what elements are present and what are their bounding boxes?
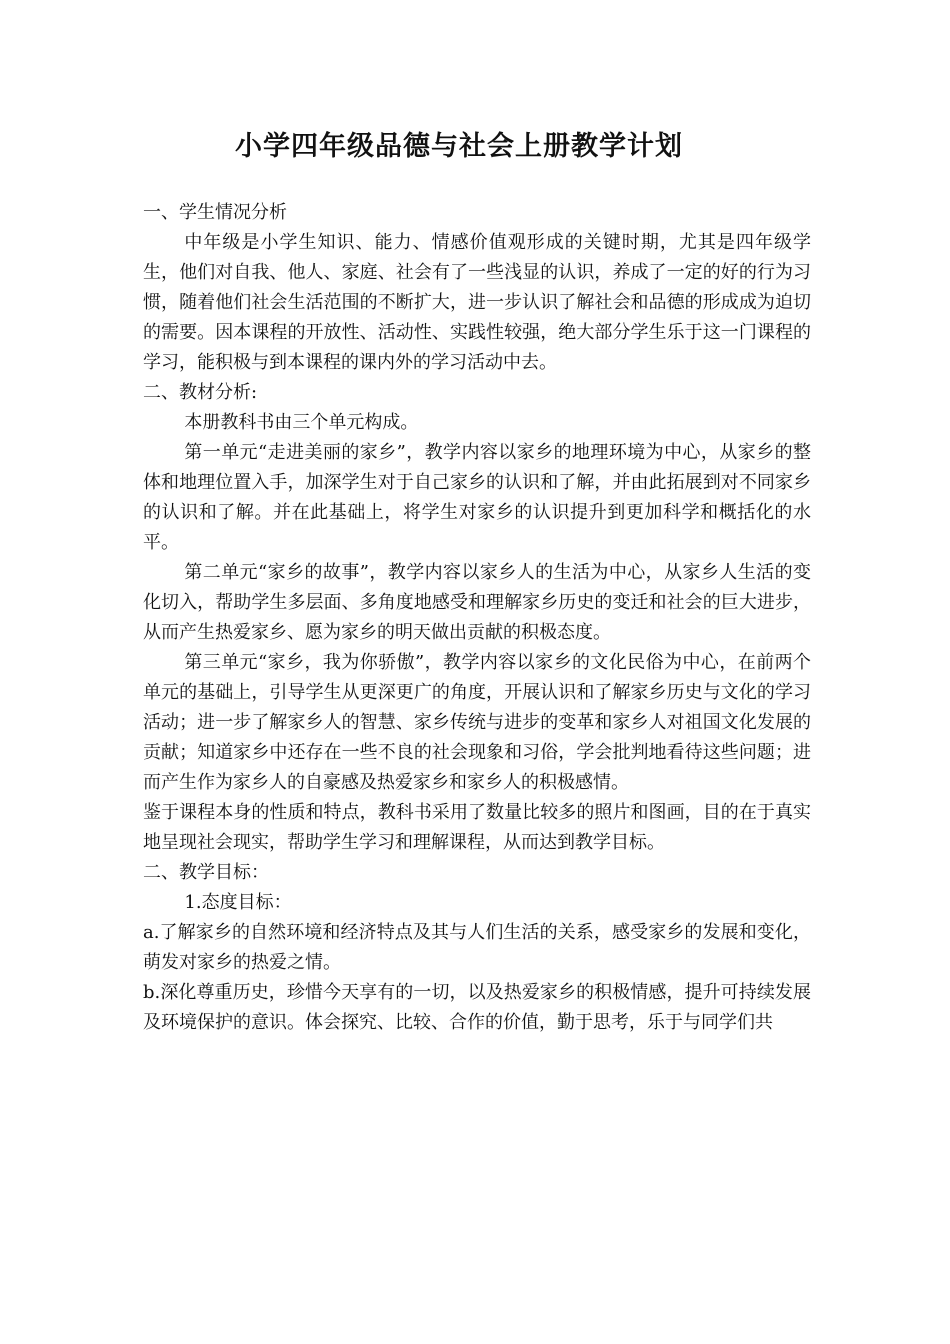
paragraph: 第二单元“家乡的故事”，教学内容以家乡人的生活为中心，从家乡人生活的变化切入，帮助学生多层面、多角度地感受和理解家乡历史的变迁和社会的巨大进步，从而产生热爱家乡、愿为家乡的明天做出贡献的积极态度。 <box>143 562 811 643</box>
paragraph: 第三单元“家乡，我为你骄傲”，教学内容以家乡的文化民俗为中心，在前两个单元的基础上，引导学生从更深更广的角度，开展认识和了解家乡历史与文化的学习活动；进一步了解家乡人的智慧、家乡传统与进步的变革和家乡人对祖国文化发展的贡献；知道家乡中还存在一些不良的社会现象和习俗，学会批判地看待这些问题；进而产生作为家乡人的自豪感及热爱家乡和家乡人的积极感情。 <box>143 652 811 793</box>
section-heading: 一、学生情况分析 <box>143 202 287 223</box>
list-item: a.了解家乡的自然环境和经济特点及其与人们生活的关系，感受家乡的发展和变化，萌发对家乡的热爱之情。 <box>143 922 811 973</box>
list-item: b.深化尊重历史，珍惜今天享有的一切，以及热爱家乡的积极情感，提升可持续发展及环境保护的意识。体会探究、比较、合作的价值，勤于思考，乐于与同学们共 <box>143 982 811 1033</box>
document-title: 小学四年级品德与社会上册教学计划 <box>235 131 683 162</box>
subheading: 1.态度目标： <box>184 892 292 913</box>
document-body <box>143 198 811 1038</box>
paragraph: 鉴于课程本身的性质和特点，教科书采用了数量比较多的照片和图画，目的在于真实地呈现社会现实，帮助学生学习和理解课程，从而达到教学目标。 <box>143 802 811 853</box>
paragraph: 本册教科书由三个单元构成。 <box>184 412 419 433</box>
paragraph: 中年级是小学生知识、能力、情感价值观形成的关键时期，尤其是四年级学生，他们对自我、他人、家庭、社会有了一些浅显的认识，养成了一定的好的行为习惯，随着他们社会生活范围的不断扩大，进一步认识了解社会和品德的形成成为迫切的需要。因本课程的开放性、活动性、实践性较强，绝大部分学生乐于这一门课程的学习，能积极与到本课程的课内外的学习活动中去。 <box>143 232 811 373</box>
paragraph: 第一单元“走进美丽的家乡”，教学内容以家乡的地理环境为中心，从家乡的整体和地理位置入手，加深学生对于自己家乡的认识和了解，并由此拓展到对不同家乡的认识和了解。并在此基础上，将学生对家乡的认识提升到更加科学和概括化的水平。 <box>143 442 811 553</box>
section-heading: 二、教学目标： <box>143 862 269 883</box>
section-heading: 二、教材分析: <box>143 382 258 403</box>
